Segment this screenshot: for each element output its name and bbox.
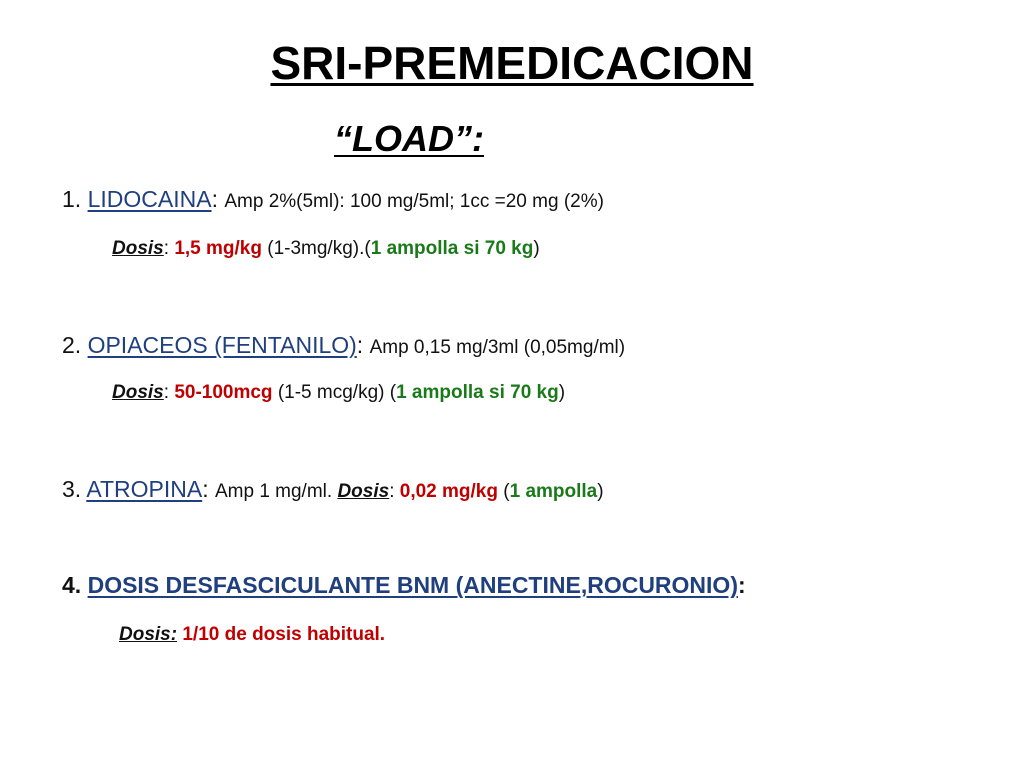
drug-description: Amp 0,15 mg/3ml (0,05mg/ml) (369, 337, 626, 358)
dose-label: Dosis (112, 238, 164, 259)
dose-separator: : (163, 238, 175, 259)
item-desfasciculante (62, 572, 746, 599)
item-opiaceos (62, 332, 625, 359)
slide-title-text: SRI-PREMEDICACION (270, 37, 754, 89)
drug-name: ATROPINA (86, 476, 203, 502)
dose-line-opiaceos (112, 382, 565, 404)
dose-range: (1-3mg/kg).( (261, 238, 371, 259)
drug-name: OPIACEOS (FENTANILO) (87, 332, 357, 358)
item-number: 4. (62, 572, 82, 598)
item-number: 1. (62, 186, 82, 212)
drug-colon: : (211, 186, 218, 212)
dose-label: Dosis (337, 481, 390, 502)
dose-value: 1,5 mg/kg (174, 238, 262, 259)
drug-colon: : (356, 332, 364, 358)
slide-subtitle: “LOAD”: (334, 118, 484, 159)
item-number-dot: . (74, 476, 82, 502)
dose-value: 1/10 de dosis habitual. (177, 624, 386, 645)
drug-description: Amp 1 mg/ml. (214, 481, 338, 502)
slide-title (0, 36, 1024, 90)
dose-label: Dosis: (119, 624, 178, 645)
drug-colon: : (202, 476, 209, 502)
drug-name: DOSIS DESFASCICULANTE BNM (ANECTINE,ROCURONIO) (87, 572, 738, 598)
ampoule-note: 1 ampolla (509, 481, 598, 502)
dose-line-desfasciculante (119, 624, 385, 646)
ampoule-note: 1 ampolla si 70 kg (396, 382, 559, 403)
drug-name: LIDOCAINA (87, 186, 212, 212)
dose-close: ) (533, 238, 540, 259)
dose-close: ) (558, 382, 566, 403)
dose-line-lidocaina (112, 238, 540, 260)
dose-range: (1-5 mcg/kg) ( (272, 382, 397, 403)
dose-separator: : (163, 382, 175, 403)
dose-separator: : (389, 481, 400, 502)
dose-value: 50-100mcg (174, 382, 273, 403)
drug-description: Amp 2%(5ml): 100 mg/5ml; 1cc =20 mg (2%) (224, 191, 604, 212)
item-number: 2. (62, 332, 82, 358)
dose-close: ) (597, 481, 604, 502)
dose-range: ( (497, 481, 510, 502)
drug-colon: : (737, 572, 746, 598)
dose-label: Dosis (112, 382, 164, 403)
item-atropina (62, 476, 604, 503)
ampoule-note: 1 ampolla si 70 kg (370, 238, 534, 259)
item-lidocaina (62, 186, 604, 213)
item-number: 3 (62, 476, 75, 502)
dose-value: 0,02 mg/kg (399, 481, 498, 502)
